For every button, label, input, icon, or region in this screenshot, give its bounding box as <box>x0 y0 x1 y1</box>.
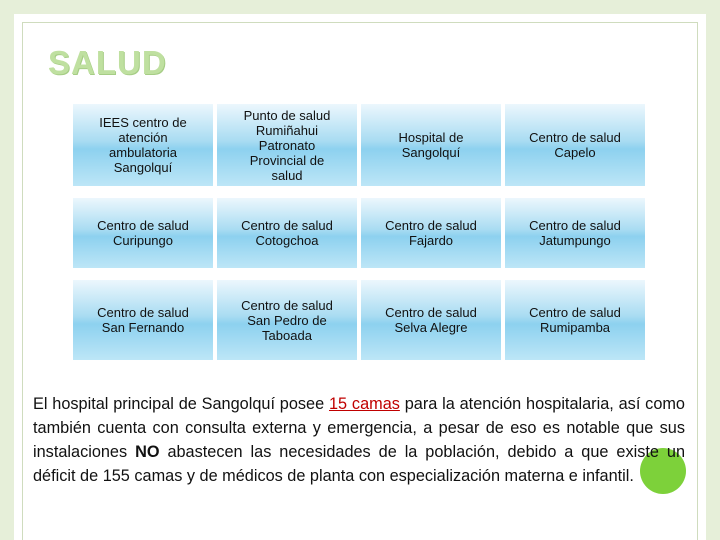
center-cell: Centro de salud Fajardo <box>361 198 501 268</box>
center-cell: Centro de salud Cotogchoa <box>217 198 357 268</box>
beds-highlight: 15 camas <box>329 395 400 413</box>
health-centers-grid <box>73 104 647 360</box>
slide-title: SALUD <box>48 44 167 81</box>
center-cell: Centro de salud San Pedro de Taboada <box>217 280 357 360</box>
center-cell: Centro de salud Capelo <box>505 104 645 186</box>
center-cell: Centro de salud Jatumpungo <box>505 198 645 268</box>
paragraph-text-3: abastecen las necesidades de la población, debido a que existe un déficit de 155 camas y de médicos de planta con especialización materna e infantil. <box>33 443 686 485</box>
frame-left-band <box>0 0 14 540</box>
center-cell: Punto de salud Rumiñahui Patronato Provincial de salud <box>217 104 357 186</box>
frame-right-band <box>706 14 720 540</box>
center-cell: Hospital de Sangolquí <box>361 104 501 186</box>
frame-line-right <box>697 22 698 540</box>
center-cell: Centro de salud San Fernando <box>73 280 213 360</box>
frame-top-band <box>14 0 720 14</box>
emphasis-no: NO <box>135 443 160 461</box>
paragraph-text-1: El hospital principal de Sangolquí posee <box>33 395 329 413</box>
center-cell: IEES centro de atención ambulatoria Sangolquí <box>73 104 213 186</box>
paragraph-text-2: para la atención hospitalaria, así como también cuenta con consulta externa y emergencia, a pesar de eso es notable que sus instalaciones <box>33 395 685 461</box>
description-paragraph <box>33 392 685 488</box>
frame-line-left <box>22 22 23 540</box>
frame-line-top <box>22 22 698 23</box>
center-cell: Centro de salud Curipungo <box>73 198 213 268</box>
center-cell: Centro de salud Rumipamba <box>505 280 645 360</box>
center-cell: Centro de salud Selva Alegre <box>361 280 501 360</box>
